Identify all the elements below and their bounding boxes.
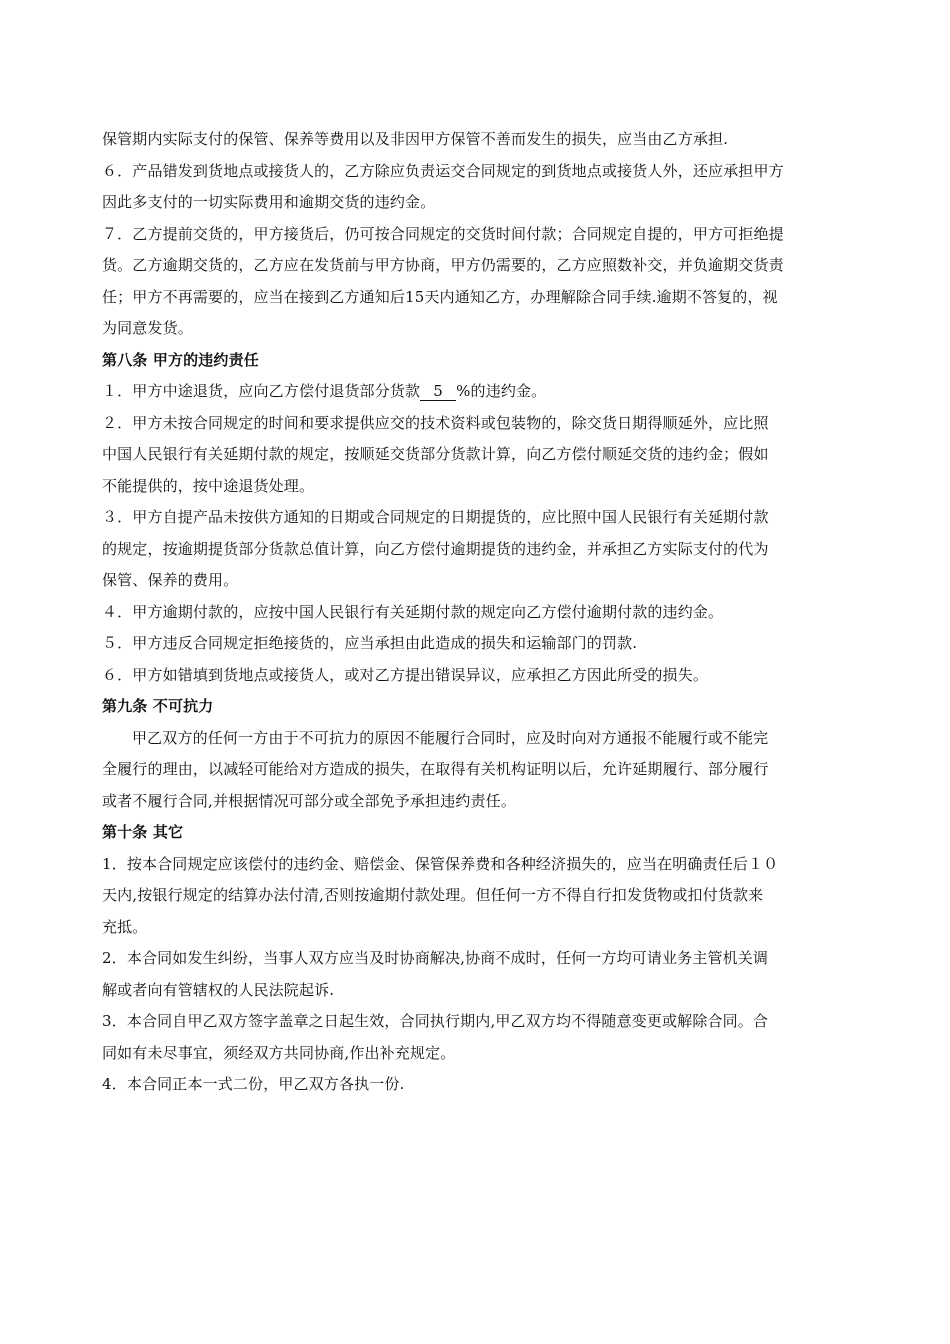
text-line: 的规定，按逾期提货部分货款总值计算，向乙方偿付逾期提货的违约金，并承担乙方实际支付的代为	[102, 539, 769, 558]
text-line: ５．甲方违反合同规定拒绝接货的，应当承担由此造成的损失和运输部门的罚款.	[102, 634, 638, 652]
text-line: 全履行的理由，以减轻可能给对方造成的损失，在取得有关机构证明以后，允许延期履行、部分履行	[102, 760, 769, 778]
article-9-heading: 第九条 不可抗力	[102, 697, 214, 715]
text-line: 中国人民银行有关延期付款的规定，按顺延交货部分货款计算，向乙方偿付顺延交货的违约金；假如	[102, 445, 769, 463]
text-line: 任；甲方不再需要的，应当在接到乙方通知后15天内通知乙方，办理解除合同手续.逾期不答复的，视	[102, 287, 778, 306]
text-line: 充抵。	[102, 917, 148, 936]
text-line: 解或者向有管辖权的人民法院起诉.	[102, 980, 335, 999]
contract-page	[102, 124, 852, 1101]
article-8-heading: 第八条 甲方的违约责任	[102, 350, 259, 369]
text-line: 3．本合同自甲乙双方签字盖章之日起生效，合同执行期内,甲乙双方均不得随意变更或解除合同。合	[102, 1012, 769, 1030]
text-line: 1．按本合同规定应该偿付的违约金、赔偿金、保管保养费和各种经济损失的，应当在明确责任后１０	[102, 854, 779, 873]
text-line: ７．乙方提前交货的，甲方接货后，仍可按合同规定的交货时间付款；合同规定自提的，甲方可拒绝提	[102, 224, 784, 243]
text-line: ６．甲方如错填到货地点或接货人，或对乙方提出错误异议，应承担乙方因此所受的损失。	[102, 665, 709, 684]
text-line: 为同意发货。	[102, 319, 193, 337]
text-line: 保管、保养的费用。	[102, 571, 239, 589]
text-line: 因此多支付的一切实际费用和逾期交货的违约金。	[102, 193, 436, 211]
item-text: %的违约金。	[456, 382, 547, 400]
text-line: 货。乙方逾期交货的，乙方应在发货前与甲方协商，甲方仍需要的，乙方应照数补交，并负逾期交货责	[102, 256, 784, 274]
text-line: 保管期内实际支付的保管、保养等费用以及非因甲方保管不善而发生的损失，应当由乙方承担.	[102, 130, 729, 148]
text-line: ４．甲方逾期付款的，应按中国人民银行有关延期付款的规定向乙方偿付逾期付款的违约金。	[102, 602, 724, 621]
text-line: ６．产品错发到货地点或接货人的，乙方除应负责运交合同规定的到货地点或接货人外，还应承担甲方	[102, 161, 784, 180]
text-line: 天内,按银行规定的结算办法付清,否则按逾期付款处理。但任何一方不得自行扣发货物或扣付货款来	[102, 886, 764, 904]
text-line: 4．本合同正本一式二份，甲乙双方各执一份.	[102, 1075, 405, 1093]
text-line: 或者不履行合同,并根据情况可部分或全部免予承担违约责任。	[102, 791, 516, 810]
article-10-heading: 第十条 其它	[102, 823, 184, 841]
text-line: 2．本合同如发生纠纷，当事人双方应当及时协商解决,协商不成时，任何一方均可请业务主管机关调	[102, 949, 769, 967]
text-line: 甲乙双方的任何一方由于不可抗力的原因不能履行合同时，应及时向对方通报不能履行或不能完	[132, 728, 769, 747]
text-line: 不能提供的，按中途退货处理。	[102, 476, 315, 495]
article-8-item-1	[102, 376, 852, 408]
item-text: １．甲方中途退货，应向乙方偿付退货部分货款	[102, 382, 421, 400]
text-line: ２．甲方未按合同规定的时间和要求提供应交的技术资料或包装物的，除交货日期得顺延外，应比照	[102, 413, 769, 432]
penalty-rate-blank: 5	[420, 383, 456, 401]
text-line: 同如有未尽事宜，须经双方共同协商,作出补充规定。	[102, 1043, 456, 1062]
text-line: ３．甲方自提产品未按供方通知的日期或合同规定的日期提货的，应比照中国人民银行有关延期付款	[102, 508, 769, 526]
